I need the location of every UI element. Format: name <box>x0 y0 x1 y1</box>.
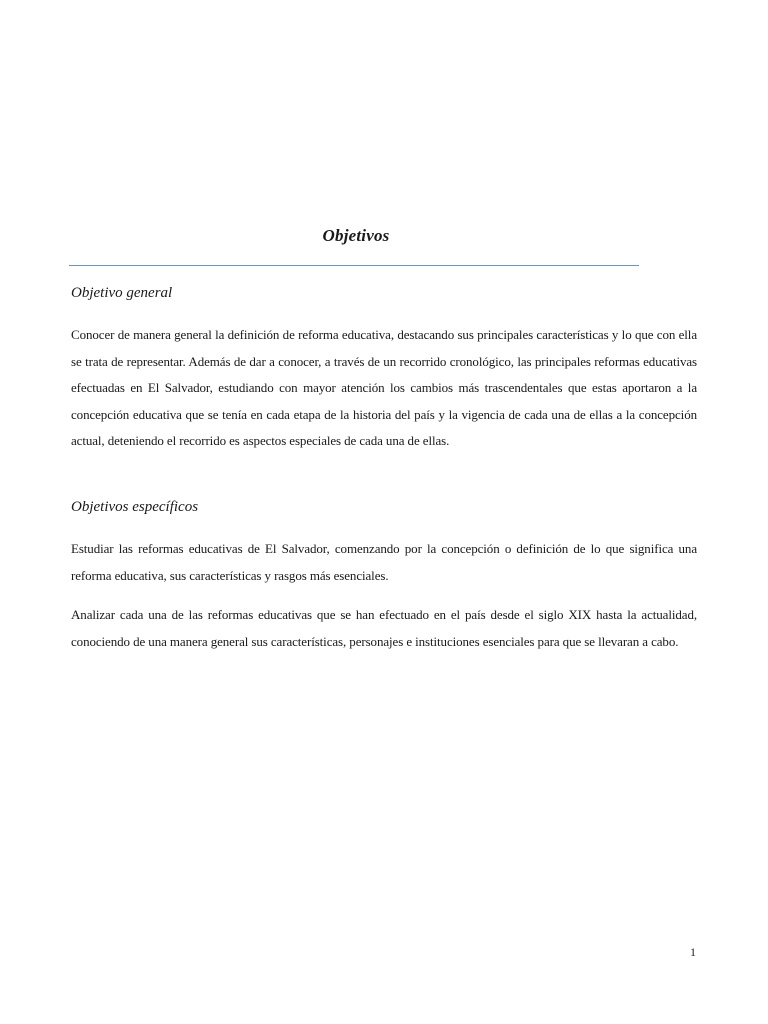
paragraph-objetivo-especifico-2: Analizar cada una de las reformas educativas que se han efectuado en el país desde el siglo XIX hasta la actualidad, conociendo de una manera general sus características, personajes e instituciones esenciales para que se llevaran a cabo. <box>71 607 697 649</box>
title-divider <box>69 265 639 266</box>
page-title: Objetivos <box>322 226 390 245</box>
paragraph-objetivo-general: Conocer de manera general la definición de reforma educativa, destacando sus principales características y lo que con ella se trata de representar. Además de dar a conocer, a través de un recorrido cronológico, las principales reformas educativas efectuadas en El Salvador, estudiando con mayor atención los cambios más trascendentales que estas aportaron a la concepción educativa que se tenía en cada etapa de la historia del país y la vigencia de cada una de ellas a la concepción actual, deteniendo el recorrido es aspectos especiales de cada una de ellas. <box>71 327 697 448</box>
page-number: 1 <box>690 945 696 959</box>
section-heading-objetivos-especificos: Objetivos específicos <box>71 499 199 515</box>
paragraph-objetivo-especifico-1: Estudiar las reformas educativas de El Salvador, comenzando por la concepción o definición de lo que significa una reforma educativa, sus características y rasgos más esenciales. <box>71 541 697 583</box>
section-heading-objetivo-general: Objetivo general <box>71 285 173 301</box>
